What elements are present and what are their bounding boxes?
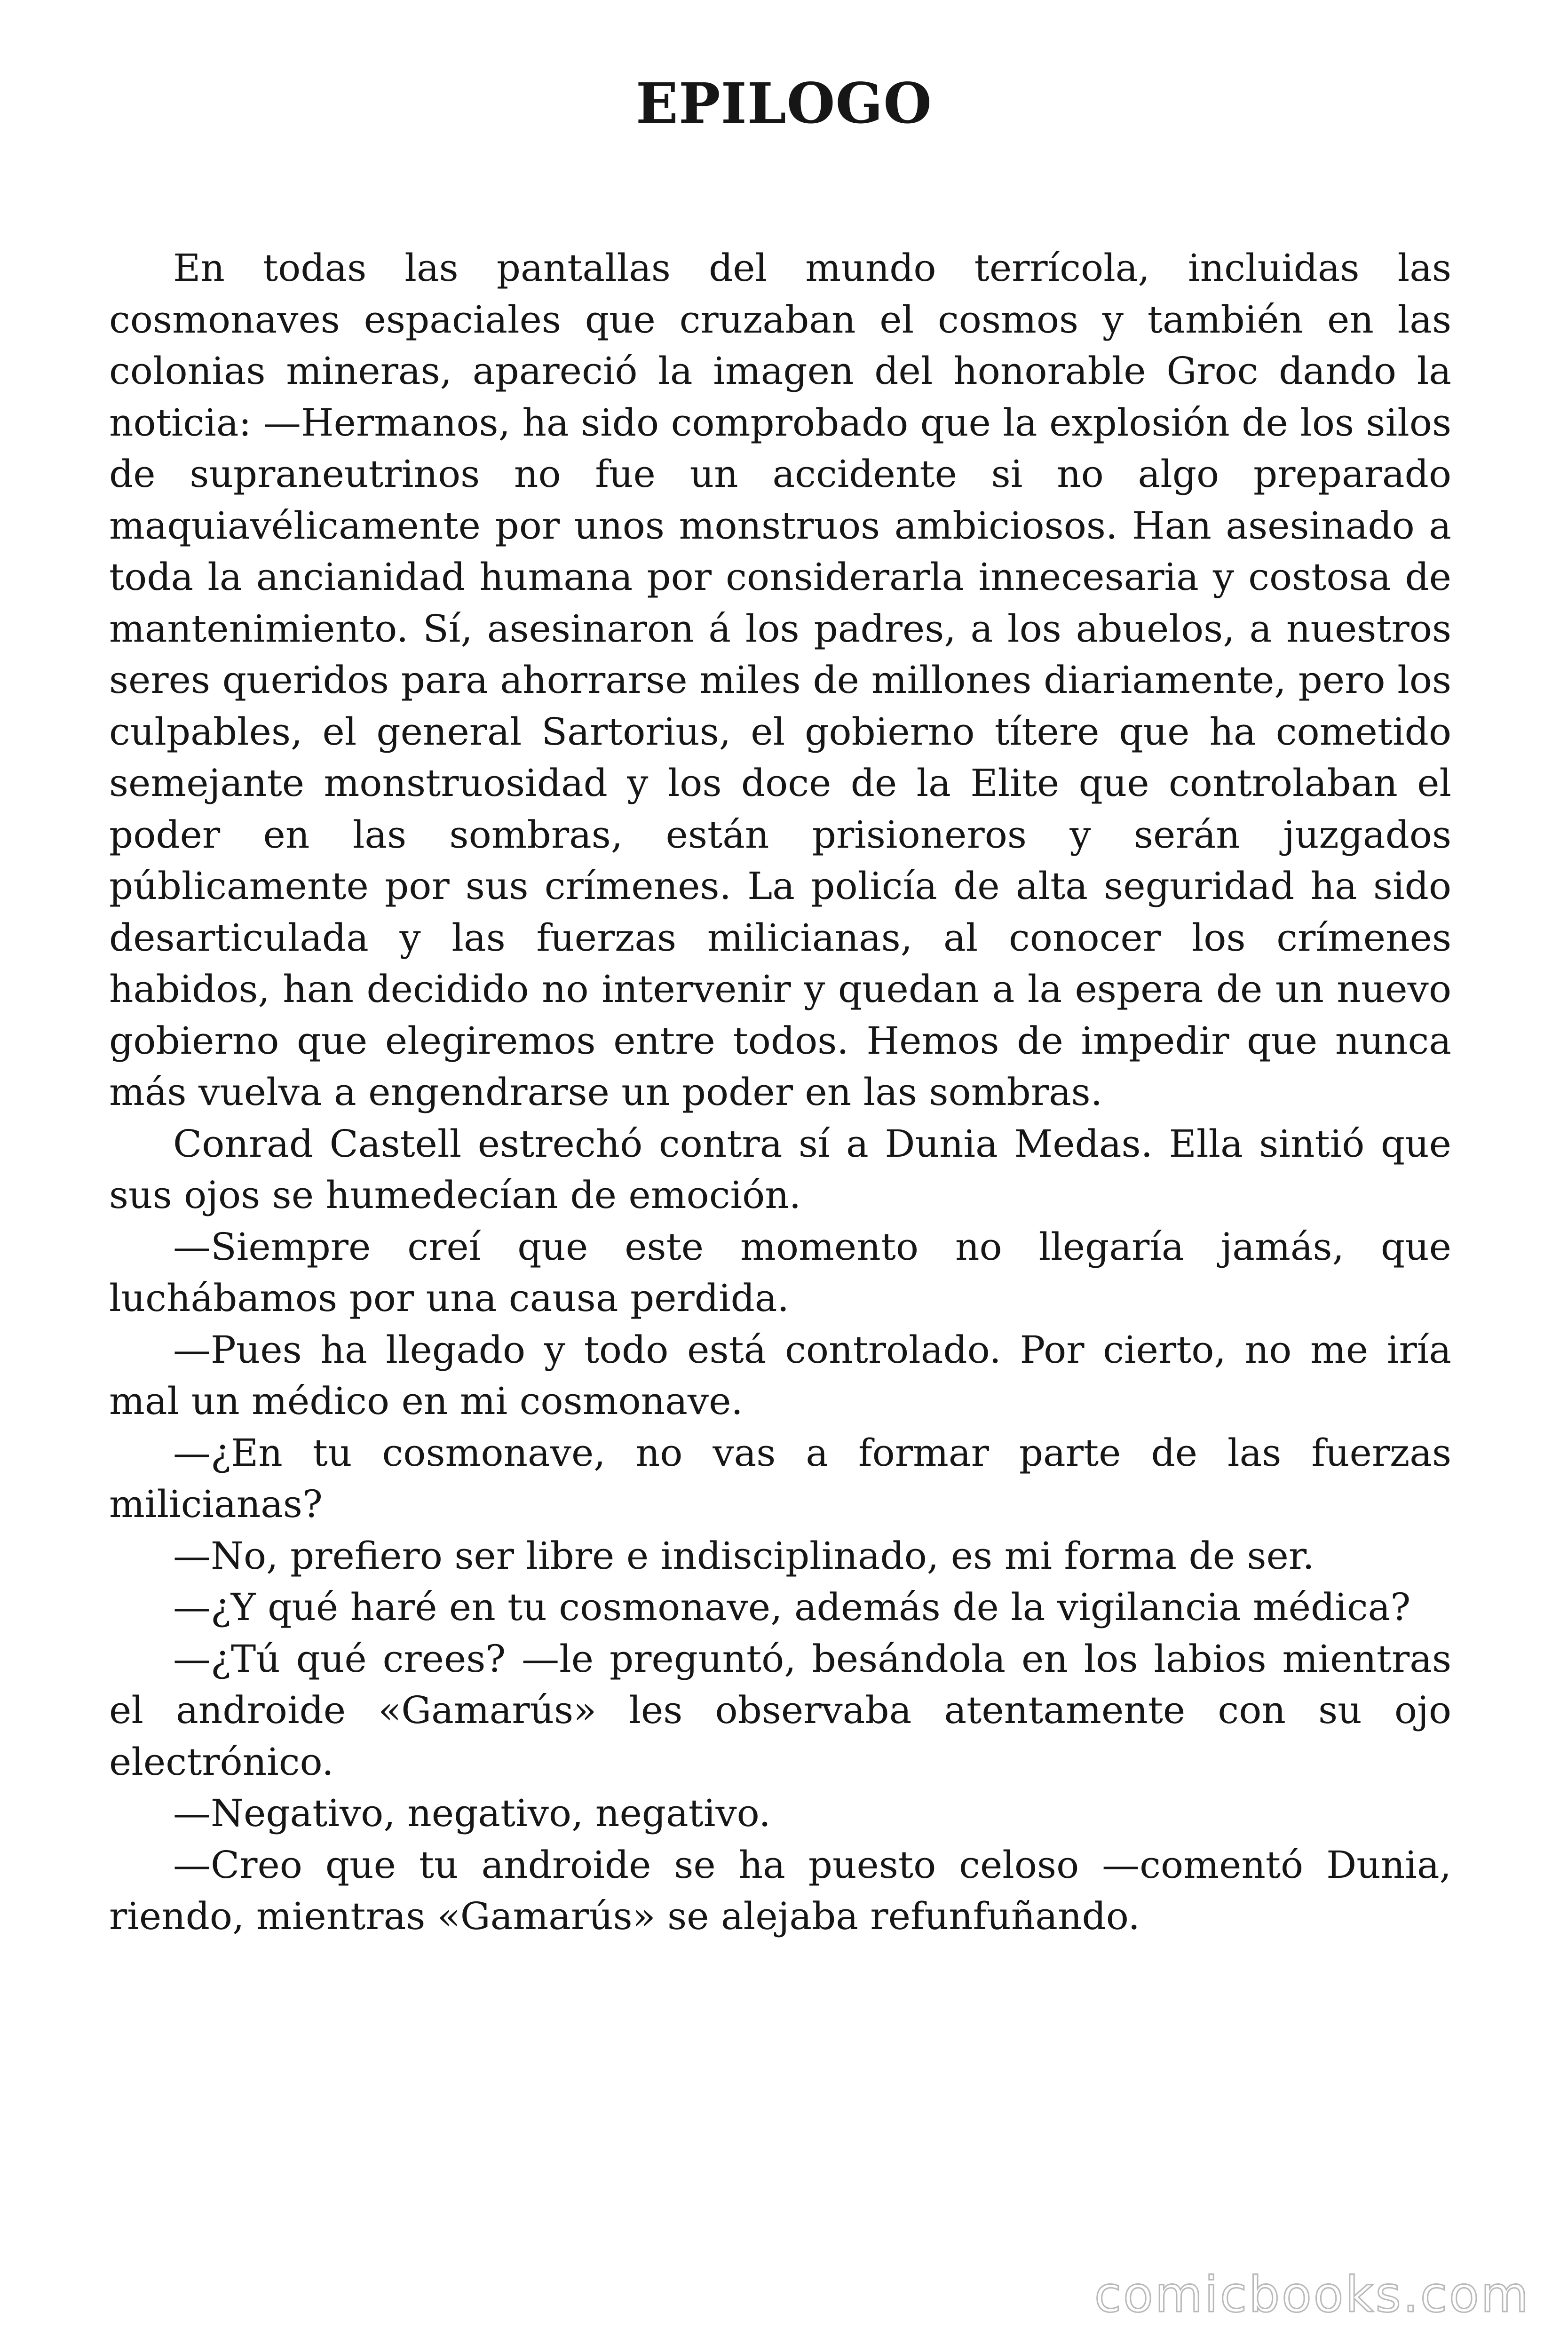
dialogue-line: —¿Tú qué crees? —le preguntó, besándola en los labios mientras el androide «Gamarús» les observaba atentamente con su ojo electrónico. (109, 1637, 1451, 1784)
dialogue-line: —Negativo, negativo, negativo. (173, 1791, 771, 1835)
dialogue-line: —No, prefiero ser libre e indisciplinado, es mi forma de ser. (173, 1534, 1315, 1578)
dialogue-line: —Siempre creí que este momento no llegaría jamás, que luchábamos por una causa perdida. (109, 1224, 1451, 1320)
dialogue-line: —Pues ha llegado y todo está controlado. Por cierto, no me iría mal un médico en mi cosmonave. (109, 1327, 1451, 1423)
dialogue-line: —¿Y qué haré en tu cosmonave, además de la vigilancia médica? (173, 1585, 1411, 1629)
paragraph-narration: Conrad Castell estrechó contra sí a Dunia Medas. Ella sintió que sus ojos se humedecían de emoción. (109, 1121, 1451, 1217)
dialogue-line: —¿En tu cosmonave, no vas a formar parte de las fuerzas milicianas? (109, 1430, 1451, 1526)
chapter-title: EPILOGO (635, 71, 933, 136)
chapter-body (109, 242, 1451, 1942)
paragraph-broadcast: En todas las pantallas del mundo terrícola, incluidas las cosmonaves espaciales que cruzaban el cosmos y también en las colonias mineras, apareció la imagen del honorable Groc dando la noticia: —Hermanos, ha sido comprobado que la explosión de los silos de supraneutrinos no fue un accidente si no algo preparado maquiavélicamente por unos monstruos ambiciosos. Han asesinado a toda la ancianidad humana por considerarla innecesaria y costosa de mantenimiento. Sí, asesinaron á los padres, a los abuelos, a nuestros seres queridos para ahorrarse miles de millones diariamente, pero los culpables, el general Sartorius, el gobierno títere que ha cometido semejante monstruosidad y los doce de la Elite que controlaban el poder en las sombras, están prisioneros y serán juzgados públicamente por sus crímenes. La policía de alta seguridad ha sido desarticulada y las fuerzas milicianas, al conocer los crímenes habidos, han decidido no intervenir y quedan a la espera de un nuevo gobierno que elegiremos entre todos. Hemos de impedir que nunca más vuelva a engendrarse un poder en las sombras. (109, 246, 1451, 1114)
watermark: comicbooks.com (1094, 2266, 1530, 2323)
dialogue-line: —Creo que tu androide se ha puesto celoso —comentó Dunia, riendo, mientras «Gamarús» se alejaba refunfuñando. (109, 1843, 1451, 1938)
